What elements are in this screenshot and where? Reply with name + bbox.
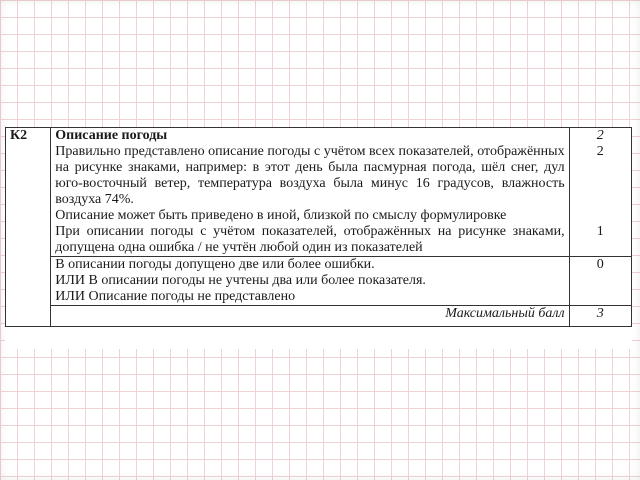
one-error-score: 1 (596, 224, 604, 239)
grading-table-sheet (5, 127, 632, 349)
criterion-row (6, 128, 632, 257)
spacer-4 (574, 208, 627, 224)
max-score-row (6, 306, 632, 327)
zero-score-row (6, 257, 632, 306)
zero-line-1: В описании погоды допущено две или более ошибки. (55, 257, 375, 272)
full-score: 2 (596, 144, 604, 159)
criterion-code: К2 (6, 128, 51, 327)
max-score-label: Максимальный балл (51, 306, 569, 327)
zero-score: 0 (569, 257, 631, 306)
full-score-description: Правильно представлено описание погоды с учётом всех показателей, отображённых на рисунке знаками, например: в этот день была пасмурная погода, шёл снег, дул юго-восточный ветер, температура воздуха была минус 16 градусов, влажность воздуха 74%. (55, 144, 565, 207)
spacer-2 (574, 176, 627, 192)
zero-score-description (51, 257, 569, 306)
criterion-title: Описание погоды (55, 128, 168, 143)
max-score: 3 (569, 306, 631, 327)
criterion-description-cell (51, 128, 569, 257)
alt-wording-note: Описание может быть приведено в иной, близкой по смыслу формулировке (55, 208, 507, 223)
grading-table (5, 127, 632, 327)
zero-line-2: ИЛИ В описании погоды не учтены два или более показателя. (55, 273, 426, 288)
spacer-1 (574, 160, 627, 176)
zero-line-3: ИЛИ Описание погоды не представлено (55, 289, 296, 304)
one-error-description: При описании погоды с учётом показателей, отображённых на рисунке знаками, допущена одна ошибка / не учтён любой один из показателей (55, 224, 565, 255)
spacer-3 (574, 192, 627, 208)
criterion-score-cell (569, 128, 631, 257)
title-score: 2 (596, 128, 604, 143)
